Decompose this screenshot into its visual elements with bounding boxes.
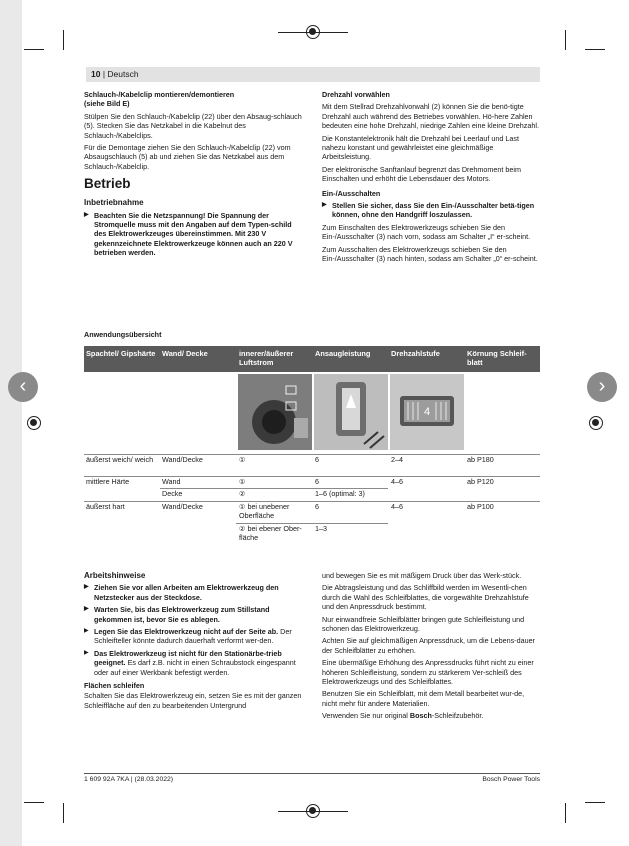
table-cell: 4–6	[391, 502, 403, 511]
subsection-title: Inbetriebnahme	[84, 198, 144, 208]
subsection-title: Flächen schleifen	[84, 681, 145, 691]
crop-mark	[63, 803, 64, 823]
section-title: Arbeitshinweise	[84, 571, 146, 580]
warning-bullet: ▶ Stellen Sie sicher, dass Sie den Ein-/Ausschalter betä-tigen können, ohne den Handgriff loszulassen.	[322, 201, 540, 220]
table-cell: ① bei unebener Oberfläche	[239, 502, 290, 520]
paragraph: Eine übermäßige Erhöhung des Anpressdrucks führt nicht zu einer höheren Schleifleistung, sondern zu stärkerem Ver-schleiß des Elektrowerkzeugs und des Schleifblattes.	[322, 658, 534, 687]
column-header: Ansaugleistung	[315, 349, 371, 358]
section-title: Betrieb	[84, 176, 131, 192]
paragraph: Zum Einschalten des Elektrowerkzeugs schieben Sie den Ein-/Ausschalter (3) nach vorn, sodass am Schalter „I“ er-scheint.	[322, 222, 531, 242]
warning-bullet: ▶ Ziehen Sie vor allen Arbeiten am Elektrowerkzeug den Netzstecker aus der Steckdose.	[84, 583, 304, 602]
hose-subtitle: (siehe Bild E)	[84, 99, 130, 109]
table-cell: 6	[315, 477, 319, 486]
table-cell: 6	[315, 455, 319, 464]
page-number: 10	[91, 69, 101, 79]
registration-mark	[589, 416, 603, 430]
table-cell: äußerst weich/ weich	[86, 455, 154, 464]
table-cell: ①	[239, 455, 246, 464]
paragraph: Der elektronische Sanftanlauf begrenzt das Drehmoment beim Einschalten und erhöht die Lebensdauer des Motors.	[322, 164, 521, 184]
text: Verwenden Sie nur original	[322, 711, 410, 721]
table-cell: ②	[239, 489, 246, 498]
registration-mark	[306, 804, 320, 818]
registration-mark	[306, 25, 320, 39]
lower-left-column	[84, 571, 304, 713]
paragraph: Die Konstantelektronik hält die Drehzahl bei Leerlauf und Last nahezu konstant und gewährleistet eine gleichmäßige Arbeitsleistung.	[322, 133, 519, 162]
right-column	[322, 90, 540, 267]
table-cell: 2–4	[391, 455, 403, 464]
bullet-text: Es darf z.B. nicht in einen Schraubstock eingespannt oder auf einer Werkbank befestigt werden.	[94, 658, 296, 677]
table-cell: ab P180	[467, 455, 494, 464]
crop-mark	[585, 802, 605, 803]
paragraph: Die Abtragsleistung und das Schliffbild werden im Wesentli-chen durch die Wahl des Schleifblattes, die vorgewählte Drehzahlstufe und den Anpressdruck bestimmt.	[322, 583, 529, 612]
table-header	[84, 346, 540, 372]
column-header: Spachtel/ Gipshärte	[86, 349, 156, 358]
speed-dial-number: 4	[423, 406, 431, 418]
table-cell: Wand/Decke	[162, 455, 203, 464]
bullet-text: Der Schleifteller könnte dadurch dauerhaft verformt wer-den.	[94, 627, 292, 646]
table-cell: 6	[315, 502, 319, 511]
bullet-bold-text: Das Elektrowerkzeug ist nicht für den Stationärbe-trieb geeignet.	[94, 648, 282, 668]
next-page-button[interactable]: ›	[587, 372, 617, 402]
column-header: Körnung Schleif-blatt	[467, 349, 527, 367]
brand-name: Bosch	[409, 711, 432, 721]
paragraph: und bewegen Sie es mit mäßigem Druck über das Werk-stück.	[322, 571, 522, 580]
table-cell: ② bei ebener Ober-fläche	[239, 524, 302, 542]
column-header: Wand/ Decke	[162, 349, 208, 358]
warning-bullet	[84, 627, 304, 646]
table-cell: ①	[239, 477, 246, 486]
previous-page-button[interactable]: ‹	[8, 372, 38, 402]
table-cell: 4–6	[391, 477, 403, 486]
table-cell: äußerst hart	[86, 502, 125, 511]
table-cell: 1–3	[315, 524, 327, 533]
text: -Schleifzubehör.	[431, 711, 484, 721]
airflow-dial-image	[238, 374, 312, 450]
paragraph: Benutzen Sie ein Schleifblatt, mit dem Metall bearbeitet wur-de, nicht mehr für andere Materialien.	[322, 689, 525, 708]
page-header: 10 | Deutsch	[86, 67, 540, 82]
illustration-row	[84, 372, 540, 452]
speed-dial-image	[390, 374, 464, 450]
registration-mark	[27, 416, 41, 430]
warning-bullet: ▶ Warten Sie, bis das Elektrowerkzeug zum Stillstand gekommen ist, bevor Sie es ablegen.	[84, 605, 304, 624]
warning-bullet: ▶ Beachten Sie die Netzspannung! Die Spannung der Stromquelle muss mit den Angaben auf dem Typen-schild des Elektrowerkzeuges übereinstimmen. Mit 230 V gekennzeichnete Elektrowerkzeuge können auch an 220 V betrieben werden.	[84, 211, 302, 258]
crop-mark	[24, 49, 44, 50]
suction-slider-image	[314, 374, 388, 450]
crop-mark	[565, 803, 566, 823]
column-header: Drehzahlstufe	[391, 349, 440, 358]
table-cell: mittlere Härte	[86, 477, 130, 486]
column-header: innerer/äußerer Luftstrom	[239, 349, 294, 367]
warning-bullet	[84, 649, 304, 677]
hose-paragraph: Stülpen Sie den Schlauch-/Kabelclip (22) über den Absaug-schlauch (5). Stecken Sie das Netzkabel in die Kabelnut des Schlauch-/Kabelclips.	[84, 111, 302, 140]
paragraph: Nur einwandfreie Schleifblätter bringen gute Schleifleistung und schonen das Elektrowerkzeug.	[322, 614, 525, 634]
footer-brand: Bosch Power Tools	[482, 776, 540, 783]
table-cell: ab P120	[467, 477, 494, 486]
crop-mark	[63, 30, 64, 50]
paragraph: Achten Sie auf gleichmäßigen Anpressdruck, um die Lebens-dauer der Schleifblätter zu erhöhen.	[322, 636, 535, 655]
lower-right-column	[322, 571, 540, 724]
paragraph	[322, 711, 540, 720]
subsection-title: Drehzahl vorwählen	[322, 90, 390, 99]
table-cell: Wand	[162, 477, 181, 486]
table-cell: Decke	[162, 489, 183, 498]
table-cell: Wand/Decke	[162, 502, 203, 511]
language-label: Deutsch	[107, 69, 139, 79]
table-title: Anwendungsübersicht	[84, 330, 162, 339]
bullet-bold-text: Legen Sie das Elektrowerkzeug nicht auf der Seite ab.	[94, 627, 279, 637]
table-cell: 1–6 (optimal: 3)	[315, 489, 365, 498]
table-cell: ab P100	[467, 502, 494, 511]
hose-paragraph: Für die Demontage ziehen Sie den Schlauch-/Kabelclip (22) vom Absaugschlauch (5) ab und ziehen Sie das Netzkabel aus dem Schlauch-/Kabelclip.	[84, 143, 291, 171]
crop-mark	[565, 30, 566, 50]
crop-mark	[24, 802, 44, 803]
paragraph: Zum Ausschalten des Elektrowerkzeugs schieben Sie den Ein-/Ausschalter (3) nach hinten, sodass am Schalter „0“ er-scheint.	[322, 244, 538, 264]
left-column	[84, 90, 302, 261]
crop-mark	[585, 49, 605, 50]
paragraph: Schalten Sie das Elektrowerkzeug ein, setzen Sie es mit der ganzen Schleiffläche auf den zu bearbeitenden Untergrund	[84, 691, 302, 710]
footer-doc-id: 1 609 92A 7KA | (28.03.2022)	[84, 776, 174, 783]
paragraph: Mit dem Stellrad Drehzahlvorwahl (2) können Sie die benö-tigte Drehzahl auch während des Betriebes vorwählen. Hö-here Zahlen bedeuten eine hohe Drehzahl, niedrige Zahlen eine kleine Drehzahl.	[322, 102, 539, 131]
hose-title: Schlauch-/Kabelclip montieren/demontieren	[84, 90, 235, 99]
subsection-title: Ein-/Ausschalten	[322, 188, 381, 198]
